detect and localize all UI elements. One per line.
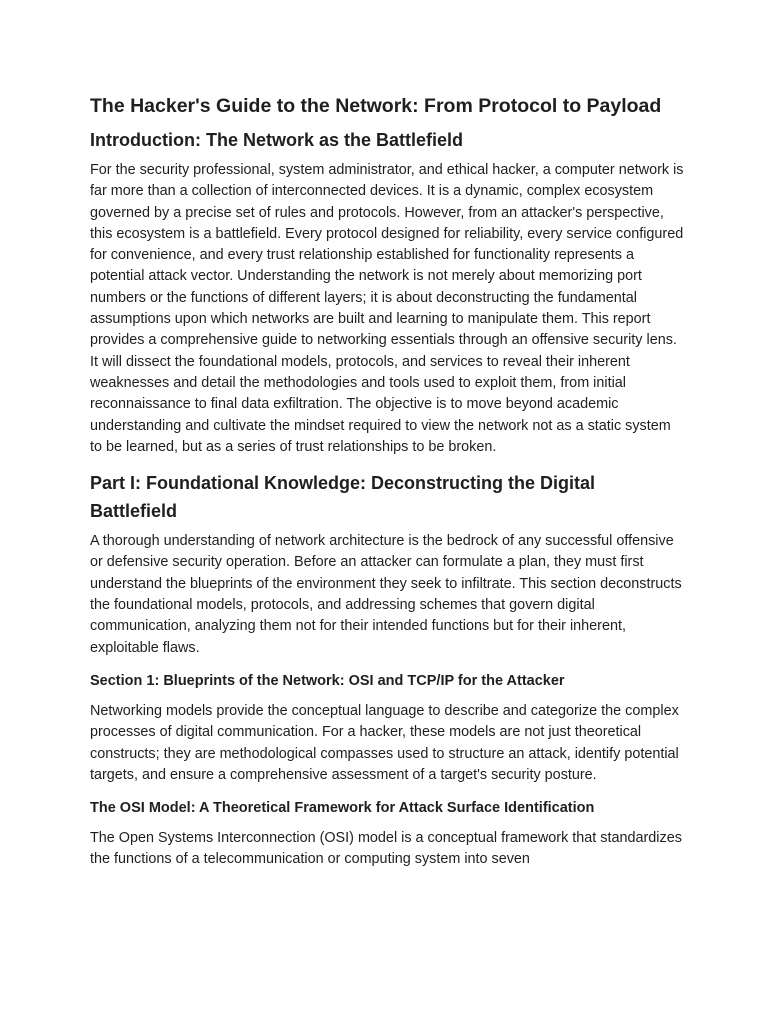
osi-paragraph: The Open Systems Interconnection (OSI) model is a conceptual framework that standardizes the functions of a telecommunication or computing system into seven	[90, 830, 682, 868]
intro-heading: Introduction: The Network as the Battlefield	[90, 130, 464, 150]
part1-paragraph: A thorough understanding of network architecture is the bedrock of any successful offensive or defensive security operation. Before an attacker can formulate a plan, they must first understand the blueprints of the environment they seek to infiltrate. This section deconstructs the foundational models, protocols, and addressing schemes that govern digital communication, analyzing them not for their intended functions but for their inherent, exploitable flaws.	[90, 533, 682, 656]
osi-heading: The OSI Model: A Theoretical Framework for Attack Surface Identification	[90, 800, 595, 817]
intro-paragraph: For the security professional, system administrator, and ethical hacker, a computer network is far more than a collection of interconnected devices. It is a dynamic, complex ecosystem governed by a precise set of rules and protocols. However, from an attacker's perspective, this ecosystem is a battlefield. Every protocol designed for reliability, every service configured for convenience, and every trust relationship established for functionality represents a potential attack vector. Understanding the network is not merely about memorizing port numbers or the functions of different layers; it is about deconstructing the fundamental assumptions upon which networks are built and learning to manipulate them. This report provides a comprehensive guide to networking essentials through an offensive security lens. It will dissect the foundational models, protocols, and services to reveal their inherent weaknesses and detail the methodologies and tools used to exploit them, from initial reconnaissance to final data exfiltration. The objective is to move beyond academic understanding and cultivate the mindset required to view the network not as a static system to be learned, but as a series of trust relationships to be broken.	[90, 162, 684, 455]
document-title: The Hacker's Guide to the Network: From Protocol to Payload	[90, 95, 662, 117]
part1-heading: Part I: Foundational Knowledge: Deconstructing the Digital Battlefield	[90, 473, 596, 522]
section1-heading: Section 1: Blueprints of the Network: OSI and TCP/IP for the Attacker	[90, 672, 565, 689]
document-page	[90, 92, 684, 882]
section1-paragraph: Networking models provide the conceptual language to describe and categorize the complex processes of digital communication. For a hacker, these models are not just theoretical constructs; they are methodological compasses used to structure an attack, identify potential targets, and ensure a comprehensive assessment of a target's security posture.	[90, 702, 679, 783]
